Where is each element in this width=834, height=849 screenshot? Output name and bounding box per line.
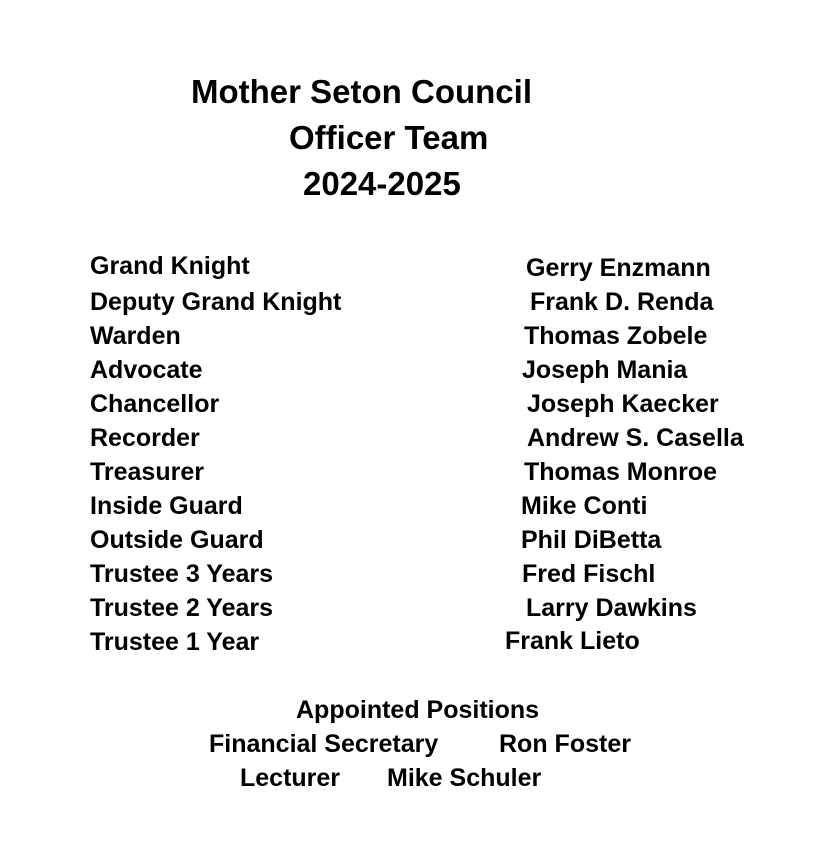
officer-name: Andrew S. Casella — [527, 424, 744, 452]
position-label: Trustee 1 Year — [90, 628, 260, 656]
term-years: 2024-2025 — [303, 165, 461, 202]
position-label: Advocate — [90, 356, 203, 384]
position-label: Treasurer — [90, 458, 204, 486]
team-title: Officer Team — [289, 119, 489, 156]
appointed-officer-name: Mike Schuler — [387, 764, 542, 792]
position-label: Grand Knight — [90, 252, 250, 280]
position-label: Chancellor — [90, 390, 220, 418]
officer-name: Thomas Monroe — [524, 458, 718, 486]
officer-name: Fred Fischl — [522, 560, 656, 588]
officer-name: Frank D. Renda — [530, 288, 714, 316]
position-label: Inside Guard — [90, 492, 243, 520]
position-label: Recorder — [90, 424, 200, 452]
appointed-heading: Appointed Positions — [296, 696, 540, 724]
appointed-officer-name: Ron Foster — [499, 730, 631, 758]
position-label: Warden — [90, 322, 181, 350]
appointed-position-label: Lecturer — [240, 764, 341, 792]
position-label: Trustee 3 Years — [90, 560, 274, 588]
officer-name: Phil DiBetta — [521, 526, 662, 554]
officer-name: Mike Conti — [521, 492, 648, 520]
position-label: Trustee 2 Years — [90, 594, 274, 622]
officer-name: Joseph Kaecker — [527, 390, 719, 418]
officer-name: Gerry Enzmann — [526, 254, 711, 282]
council-title: Mother Seton Council — [191, 73, 532, 110]
officer-name: Joseph Mania — [522, 356, 688, 384]
position-label: Outside Guard — [90, 526, 264, 554]
position-label: Deputy Grand Knight — [90, 288, 342, 316]
officer-name: Frank Lieto — [505, 627, 640, 655]
officer-name: Larry Dawkins — [526, 594, 697, 622]
appointed-position-label: Financial Secretary — [209, 730, 439, 758]
officer-name: Thomas Zobele — [524, 322, 708, 350]
